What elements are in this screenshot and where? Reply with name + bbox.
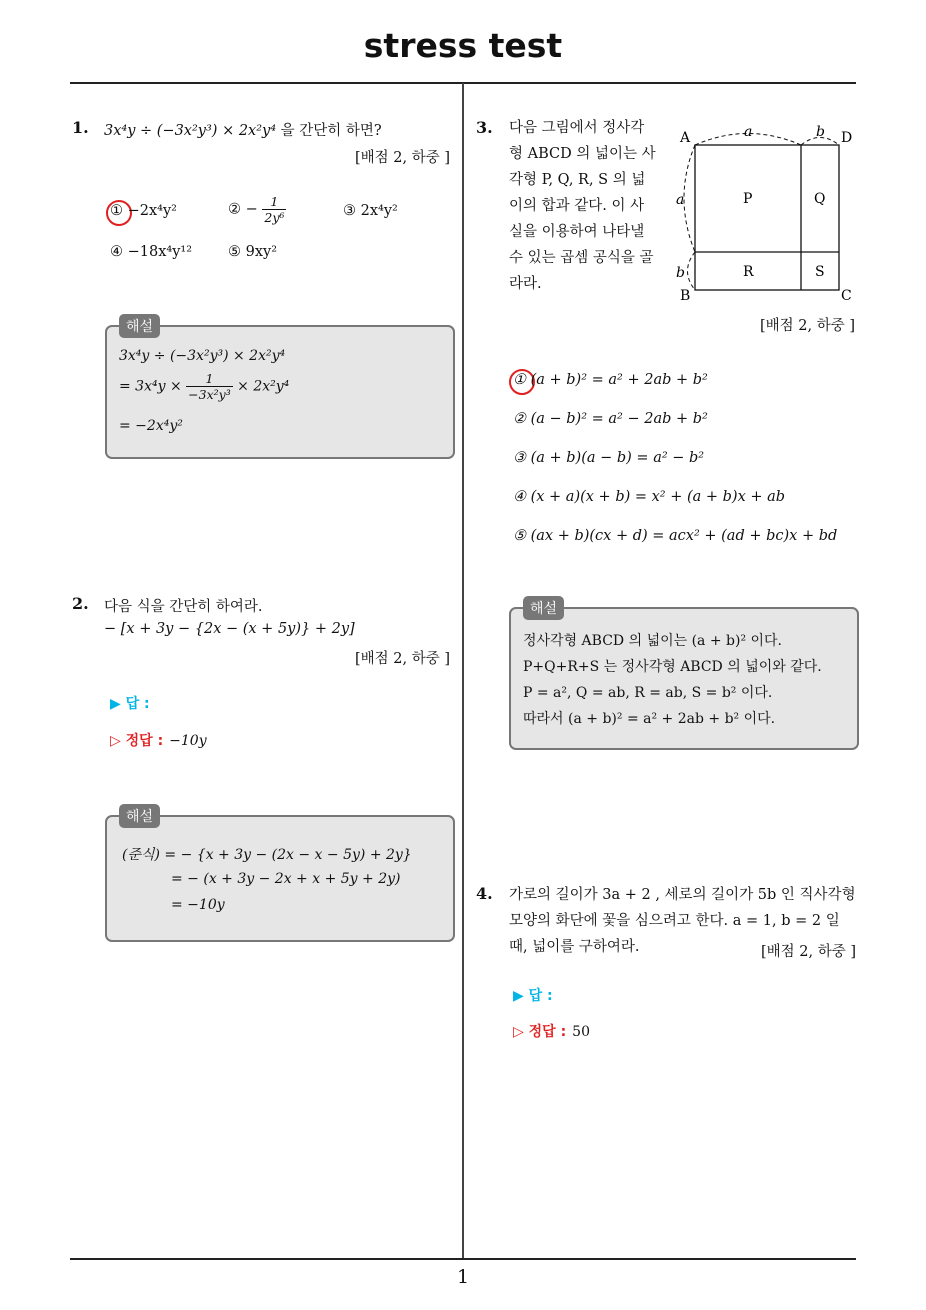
choice-2[interactable]: ② (a − b)² = a² − 2ab + b² [513,411,708,427]
choice-5[interactable]: ⑤ (ax + b)(cx + d) = acx² + (ad + bc)x + bd [513,528,838,544]
correct-value: −10y [169,733,207,749]
choice-2-sign: − [245,201,258,218]
brace-a-left [684,145,695,252]
label-a-left: a [676,192,685,208]
solution-tag: 해설 [523,596,564,620]
choice-1[interactable]: ① (a + b)² = a² + 2ab + b² [513,372,708,388]
label-b-top: b [816,124,825,140]
score-label: [배점 2, 하중 ] [354,150,450,166]
choice-3[interactable]: ③ (a + b)(a − b) = a² − b² [513,450,705,466]
text-line: 가로의 길이가 3a + 2 , 세로의 길이가 5b 인 직사각형 [509,887,856,903]
correct-label: ▷ 정답 : [110,733,164,749]
question-text: 다음 식을 간단히 하여라. [104,599,263,615]
solution-line: = − (x + 3y − 2x + x + 5y + 2y) [171,871,401,887]
solution-part: = 3x⁴y × [119,378,182,395]
choice-2[interactable] [228,194,286,225]
solution-line: P = a², Q = ab, R = ab, S = b² 이다. [523,685,773,701]
correct-answer [513,1021,590,1041]
text-line: 때, 넓이를 구하여라. [509,939,640,955]
solution-line: 정사각형 ABCD 의 넓이는 (a + b)² 이다. [523,633,783,649]
solution-line: (준식) = − {x + 3y − (2x − x − 5y) + 2y} [122,847,412,863]
column-divider [462,83,464,1259]
solution-tag: 해설 [119,314,160,338]
question-expression: − [x + 3y − {2x − (x + 5y)} + 2y] [104,621,355,637]
question-number: 3. [476,118,493,137]
choice-1[interactable]: ① −2x⁴y² [110,203,177,219]
solution-box [105,809,455,942]
fraction-numerator: 1 [186,371,233,387]
text-line: 실을 이용하여 나타낼 [509,224,645,240]
score-label: [배점 2, 하중 ] [354,651,450,667]
text-line: 다음 그림에서 정사각 [509,120,645,136]
footer-rule [70,1258,856,1260]
score-label: [배점 2, 하중 ] [760,944,856,960]
vertex-d: D [841,130,853,146]
fraction-denominator: −3x²y³ [188,387,231,402]
text-line: 형 ABCD 의 넓이는 사 [509,146,656,162]
score-label: [배점 2, 하중 ] [759,318,855,334]
question-expression: 3x⁴y ÷ (−3x²y³) × 2x²y⁴ [104,123,277,139]
answer-field[interactable]: ▶ 답 : [513,988,553,1004]
choice-2-fraction [262,194,286,225]
question-text [104,119,382,140]
correct-value: 50 [572,1024,590,1040]
text-line: 수 있는 곱셈 공식을 골 [509,250,654,266]
region-q: Q [814,191,826,207]
vertex-a: A [680,130,691,146]
solution-box [105,319,455,459]
question-text [509,115,664,297]
question-number: 2. [72,594,89,613]
question-number: 4. [476,884,493,903]
brace-b-left [688,252,696,290]
square-diagram [670,120,860,305]
vertex-b: B [680,288,691,304]
question-suffix: 을 간단히 하면? [276,123,382,139]
solution-tag: 해설 [119,804,160,828]
text-line: 이의 합과 같다. 이 사 [509,198,645,214]
label-a-top: a [744,124,753,140]
fraction-denominator: 2y⁶ [264,210,285,225]
page-title: stress test [363,26,563,65]
solution-box [509,601,859,750]
text-line: 라라. [509,276,542,292]
solution-line: = −10y [171,897,225,913]
solution-part: × 2x²y⁴ [237,378,290,395]
fraction-numerator: 1 [262,194,286,210]
region-s: S [815,264,825,280]
correct-label: ▷ 정답 : [513,1024,567,1040]
choice-3[interactable]: ③ 2x⁴y² [343,203,398,219]
solution-line: P+Q+R+S 는 정사각형 ABCD 의 넓이와 같다. [523,659,822,675]
question-number: 1. [72,118,89,137]
solution-line: 따라서 (a + b)² = a² + 2ab + b² 이다. [523,711,776,727]
text-line: 모양의 화단에 꽃을 심으려고 한다. a = 1, b = 2 일 [509,913,840,929]
choice-2-number: ② [228,201,241,218]
label-b-left: b [676,265,685,281]
solution-fraction [186,371,233,402]
solution-line: 3x⁴y ÷ (−3x²y³) × 2x²y⁴ [119,348,286,364]
answer-field[interactable]: ▶ 답 : [110,696,150,712]
correct-answer [110,730,207,750]
choice-5[interactable]: ⑤ 9xy² [228,244,278,260]
page-number: 1 [456,1266,470,1288]
choice-4[interactable]: ④ −18x⁴y¹² [110,244,193,260]
region-p: P [743,191,753,207]
solution-line [119,371,289,402]
choice-4[interactable]: ④ (x + a)(x + b) = x² + (a + b)x + ab [513,489,786,505]
text-line: 각형 P, Q, R, S 의 넓 [509,172,646,188]
region-r: R [743,264,754,280]
solution-line: = −2x⁴y² [119,418,183,434]
vertex-c: C [841,288,852,304]
